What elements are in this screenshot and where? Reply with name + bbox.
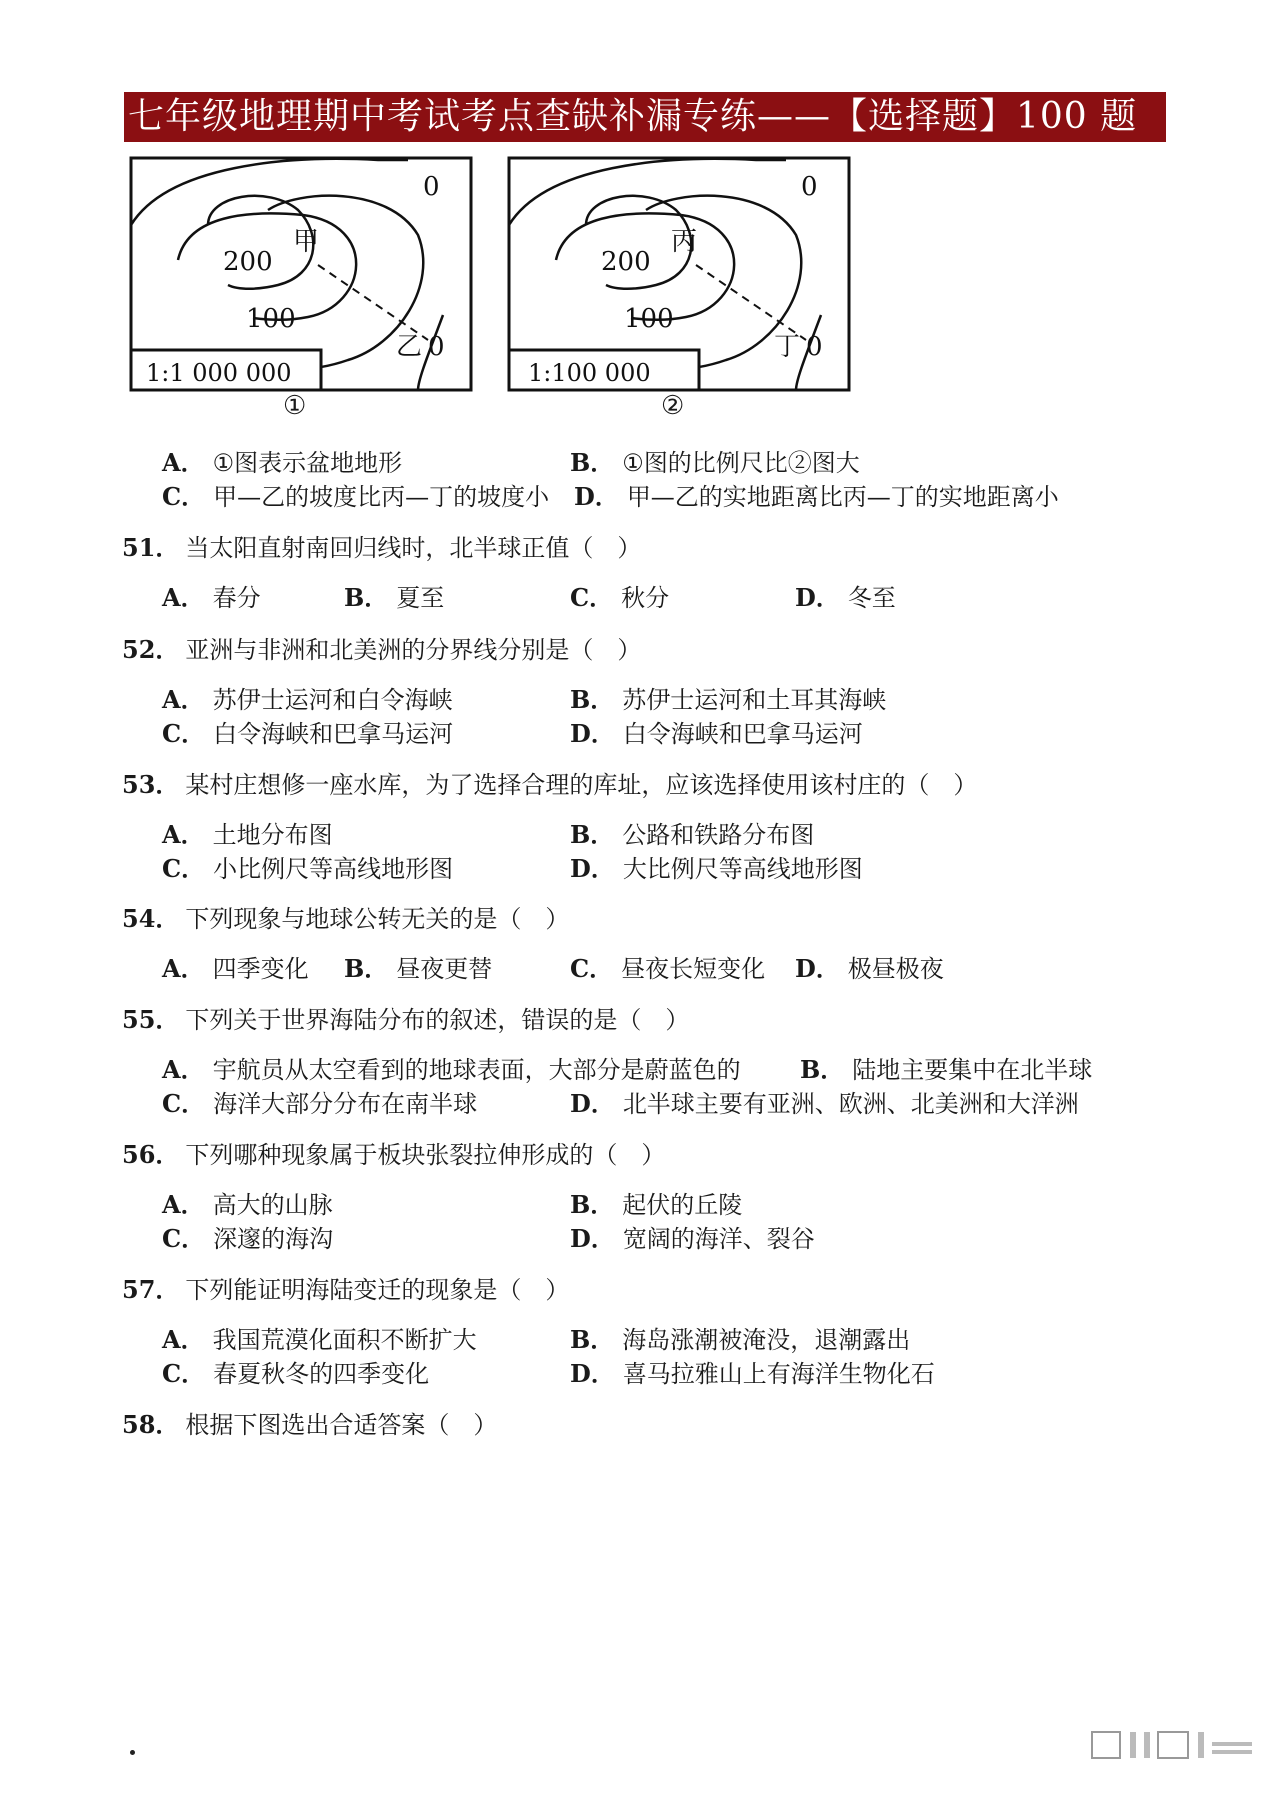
contour-label: 0 [423,172,440,202]
option-b[interactable]: B． ①图的比例尺比②图大 [570,448,860,477]
option-d[interactable]: D． 大比例尺等高线地形图 [570,854,863,883]
option-a[interactable]: A． 土地分布图 [162,820,333,849]
option-d[interactable]: D． 甲—乙的实地距离比丙—丁的实地距离小 [574,482,1059,511]
option-b[interactable]: B． 夏至 [344,583,445,612]
contour-label: 0 [801,172,818,202]
option-b[interactable]: B． 昼夜更替 [344,954,493,983]
contour-label: 100 [246,304,296,334]
question-stem: 51． 当太阳直射南回归线时，北半球正值（ ） [122,533,642,562]
option-d[interactable]: D． 宽阔的海洋、裂谷 [570,1224,815,1253]
point-label: 丁 [774,332,801,362]
scale-text: 1:1 000 000 [146,359,292,387]
contour-map-2 [506,155,856,421]
scan-mark-icon [1090,1728,1260,1762]
point-label: 丙 [671,227,698,257]
question-stem: 56． 下列哪种现象属于板块张裂拉伸形成的（ ） [122,1140,666,1169]
contour-map-2-svg [506,155,856,395]
option-c[interactable]: C． 白令海峡和巴拿马运河 [162,719,454,748]
question-stem: 55． 下列关于世界海陆分布的叙述，错误的是（ ） [122,1005,690,1034]
option-d[interactable]: D． 极昼极夜 [795,954,944,983]
option-d[interactable]: D． 冬至 [795,583,896,612]
option-c[interactable]: C． 海洋大部分分布在南半球 [162,1089,478,1118]
option-c[interactable]: C． 甲—乙的坡度比丙—丁的坡度小 [162,482,550,511]
option-c[interactable]: C． 深邃的海沟 [162,1224,334,1253]
option-c[interactable]: C． 春夏秋冬的四季变化 [162,1359,430,1388]
scale-text: 1:100 000 [528,359,651,387]
option-d[interactable]: D． 喜马拉雅山上有海洋生物化石 [570,1359,935,1388]
option-c[interactable]: C． 秋分 [570,583,670,612]
figure-label: ① [283,391,307,421]
contour-map-1 [128,155,478,421]
option-c[interactable]: C． 小比例尺等高线地形图 [162,854,454,883]
contour-label: 0 [428,332,445,362]
option-a[interactable]: A． ①图表示盆地地形 [162,448,403,477]
option-a[interactable]: A． 春分 [162,583,261,612]
option-b[interactable]: B． 苏伊士运河和土耳其海峡 [570,685,887,714]
question-stem: 53． 某村庄想修一座水库，为了选择合理的库址，应该选择使用该村庄的（ ） [122,770,978,799]
question-stem: 52． 亚洲与非洲和北美洲的分界线分别是（ ） [122,635,642,664]
option-a[interactable]: A． 四季变化 [162,954,309,983]
question-stem: 57． 下列能证明海陆变迁的现象是（ ） [122,1275,570,1304]
option-b[interactable]: B． 海岛涨潮被淹没，退潮露出 [570,1325,911,1354]
option-a[interactable]: A． 宇航员从太空看到的地球表面，大部分是蔚蓝色的 [162,1055,741,1084]
page-title: 七年级地理期中考试考点查缺补漏专练——【选择题】100 题 [124,92,1166,142]
point-label: 乙 [396,332,423,362]
option-a[interactable]: A． 苏伊士运河和白令海峡 [162,685,453,714]
option-d[interactable]: D． 白令海峡和巴拿马运河 [570,719,863,748]
option-a[interactable]: A． 高大的山脉 [162,1190,333,1219]
contour-label: 200 [601,247,651,277]
question-stem: 58． 根据下图选出合适答案（ ） [122,1410,498,1439]
contour-label: 200 [223,247,273,277]
page-dot [130,1750,135,1755]
option-d[interactable]: D． 北半球主要有亚洲、欧洲、北美洲和大洋洲 [570,1089,1079,1118]
option-b[interactable]: B． 起伏的丘陵 [570,1190,743,1219]
contour-label: 0 [806,332,823,362]
option-b[interactable]: B． 公路和铁路分布图 [570,820,815,849]
point-label: 甲 [293,227,320,257]
question-stem: 54． 下列现象与地球公转无关的是（ ） [122,904,570,933]
contour-label: 100 [624,304,674,334]
option-c[interactable]: C． 昼夜长短变化 [570,954,766,983]
contour-map-1-svg [128,155,478,395]
option-b[interactable]: B． 陆地主要集中在北半球 [800,1055,1093,1084]
figure-label: ② [661,391,685,421]
option-a[interactable]: A． 我国荒漠化面积不断扩大 [162,1325,477,1354]
